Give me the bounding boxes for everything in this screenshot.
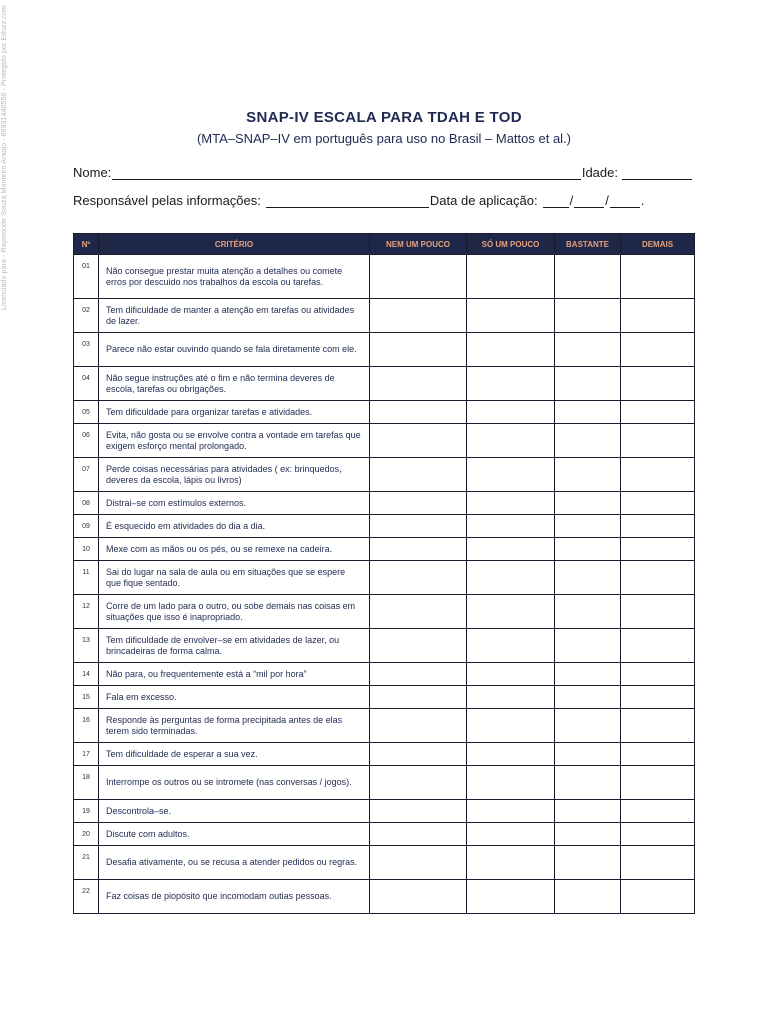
row-number: 20 [74, 823, 99, 846]
rating-cell-not-at-all[interactable] [370, 743, 467, 766]
row-number: 14 [74, 663, 99, 686]
rating-cell-just-a-little[interactable] [467, 663, 555, 686]
rating-cell-not-at-all[interactable] [370, 538, 467, 561]
rating-cell-not-at-all[interactable] [370, 255, 467, 299]
rating-cell-quite-a-bit[interactable] [555, 538, 621, 561]
date-separator-1: / [569, 193, 574, 208]
table-row [74, 458, 695, 492]
rating-cell-very-much[interactable] [621, 766, 695, 800]
rating-cell-not-at-all[interactable] [370, 709, 467, 743]
rating-cell-not-at-all[interactable] [370, 663, 467, 686]
rating-cell-very-much[interactable] [621, 629, 695, 663]
rating-cell-very-much[interactable] [621, 367, 695, 401]
rating-cell-just-a-little[interactable] [467, 492, 555, 515]
rating-cell-just-a-little[interactable] [467, 401, 555, 424]
rating-cell-just-a-little[interactable] [467, 880, 555, 914]
rating-cell-very-much[interactable] [621, 255, 695, 299]
rating-cell-very-much[interactable] [621, 458, 695, 492]
rating-cell-not-at-all[interactable] [370, 299, 467, 333]
date-end: . [640, 193, 645, 208]
rating-cell-not-at-all[interactable] [370, 823, 467, 846]
row-criterion: Discute com adultos. [99, 823, 370, 846]
rating-cell-very-much[interactable] [621, 538, 695, 561]
rating-cell-very-much[interactable] [621, 492, 695, 515]
row-number: 22 [74, 880, 99, 914]
row-criterion: Não segue instruções até o fim e não termina deveres de escola, tarefas ou obrigações. [99, 367, 370, 401]
page-title: SNAP-IV ESCALA PARA TDAH E TOD [246, 109, 522, 126]
row-criterion: Desafia ativamente, ou se recusa a atender pedidos ou regras. [99, 846, 370, 880]
row-criterion: Tem dificuldade para organizar tarefas e atividades. [99, 401, 370, 424]
rating-cell-not-at-all[interactable] [370, 595, 467, 629]
rating-cell-quite-a-bit[interactable] [555, 595, 621, 629]
table-row [74, 629, 695, 663]
rating-cell-very-much[interactable] [621, 299, 695, 333]
rating-cell-quite-a-bit[interactable] [555, 766, 621, 800]
rating-cell-very-much[interactable] [621, 333, 695, 367]
row-number: 15 [74, 686, 99, 709]
date-day-field[interactable] [543, 195, 569, 208]
rating-cell-very-much[interactable] [621, 595, 695, 629]
name-label: Nome: [73, 165, 112, 180]
rating-cell-just-a-little[interactable] [467, 743, 555, 766]
table-header-row [74, 234, 695, 255]
rating-cell-just-a-little[interactable] [467, 255, 555, 299]
header-criterion: CRITÉRIO [99, 234, 370, 255]
rating-cell-very-much[interactable] [621, 424, 695, 458]
rating-cell-not-at-all[interactable] [370, 629, 467, 663]
rating-cell-just-a-little[interactable] [467, 458, 555, 492]
date-separator-2: / [605, 193, 609, 208]
row-criterion: Sai do lugar na sala de aula ou em situações que se espere que fique sentado. [99, 561, 370, 595]
date-month-field[interactable] [574, 195, 604, 208]
rating-cell-quite-a-bit[interactable] [555, 880, 621, 914]
rating-cell-just-a-little[interactable] [467, 846, 555, 880]
rating-cell-just-a-little[interactable] [467, 766, 555, 800]
row-number: 05 [74, 401, 99, 424]
rating-cell-not-at-all[interactable] [370, 766, 467, 800]
row-criterion: Descontrola–se. [99, 800, 370, 823]
table-row [74, 515, 695, 538]
rating-cell-very-much[interactable] [621, 709, 695, 743]
rating-cell-very-much[interactable] [621, 561, 695, 595]
row-criterion: Faz coisas de piopósito que incomodam outias pessoas. [99, 880, 370, 914]
rating-cell-quite-a-bit[interactable] [555, 823, 621, 846]
rating-cell-very-much[interactable] [621, 401, 695, 424]
row-criterion: Fala em excesso. [99, 686, 370, 709]
table-row [74, 299, 695, 333]
license-watermark [0, 5, 12, 310]
rating-cell-quite-a-bit[interactable] [555, 561, 621, 595]
rating-cell-not-at-all[interactable] [370, 515, 467, 538]
row-number: 21 [74, 846, 99, 880]
rating-cell-quite-a-bit[interactable] [555, 515, 621, 538]
rating-cell-not-at-all[interactable] [370, 333, 467, 367]
responsible-date-row [73, 188, 693, 208]
table-row [74, 800, 695, 823]
responsible-field[interactable] [266, 195, 429, 208]
header-very-much: DEMAIS [621, 234, 695, 255]
row-number: 08 [74, 492, 99, 515]
rating-cell-very-much[interactable] [621, 686, 695, 709]
rating-cell-just-a-little[interactable] [467, 299, 555, 333]
row-number: 13 [74, 629, 99, 663]
rating-cell-very-much[interactable] [621, 823, 695, 846]
table-row [74, 561, 695, 595]
table-row [74, 766, 695, 800]
rating-cell-quite-a-bit[interactable] [555, 299, 621, 333]
age-field[interactable] [622, 167, 692, 180]
row-number: 19 [74, 800, 99, 823]
rating-cell-quite-a-bit[interactable] [555, 629, 621, 663]
row-number: 01 [74, 255, 99, 299]
row-criterion: Não consegue prestar muita atenção a detalhes ou comete erros por descuido nos trabalhos da escola ou tarefas. [99, 255, 370, 299]
rating-cell-quite-a-bit[interactable] [555, 424, 621, 458]
rating-cell-quite-a-bit[interactable] [555, 458, 621, 492]
table-row [74, 709, 695, 743]
rating-cell-very-much[interactable] [621, 743, 695, 766]
rating-cell-just-a-little[interactable] [467, 515, 555, 538]
rating-cell-quite-a-bit[interactable] [555, 663, 621, 686]
row-number: 09 [74, 515, 99, 538]
row-number: 07 [74, 458, 99, 492]
rating-cell-quite-a-bit[interactable] [555, 255, 621, 299]
row-number: 10 [74, 538, 99, 561]
rating-cell-just-a-little[interactable] [467, 709, 555, 743]
row-criterion: Responde às perguntas de forma precipitada antes de elas terem sido terminadas. [99, 709, 370, 743]
row-criterion: Mexe com as mãos ou os pés, ou se remexe na cadeira. [99, 538, 370, 561]
table-row [74, 255, 695, 299]
snap-iv-table [73, 233, 695, 914]
date-label: Data de aplicação: [429, 193, 538, 208]
table-row [74, 686, 695, 709]
row-number: 18 [74, 766, 99, 800]
rating-cell-quite-a-bit[interactable] [555, 401, 621, 424]
rating-cell-just-a-little[interactable] [467, 538, 555, 561]
row-number: 12 [74, 595, 99, 629]
row-criterion: Perde coisas necessárias para atividades ( ex: brinquedos, deveres da escola, lápis ou livros) [99, 458, 370, 492]
table-row [74, 846, 695, 880]
page-subtitle: (MTA–SNAP–IV em português para uso no Brasil – Mattos et al.) [196, 131, 572, 146]
table-row [74, 401, 695, 424]
rating-cell-not-at-all[interactable] [370, 401, 467, 424]
row-criterion: Tem dificuldade de esperar a sua vez. [99, 743, 370, 766]
row-number: 06 [74, 424, 99, 458]
rating-cell-just-a-little[interactable] [467, 823, 555, 846]
table-row [74, 492, 695, 515]
row-number: 04 [74, 367, 99, 401]
row-criterion: É esquecido em atividades do dia a dia. [99, 515, 370, 538]
rating-cell-quite-a-bit[interactable] [555, 800, 621, 823]
row-number: 02 [74, 299, 99, 333]
row-number: 11 [74, 561, 99, 595]
rating-cell-very-much[interactable] [621, 846, 695, 880]
rating-cell-not-at-all[interactable] [370, 492, 467, 515]
rating-cell-just-a-little[interactable] [467, 333, 555, 367]
watermark-text: Licenciado para - Raymonde Souza Monteiro Araujo - 89931440550 - Protegido por Eduzz.com [1, 5, 8, 310]
rating-cell-not-at-all[interactable] [370, 800, 467, 823]
table-row [74, 538, 695, 561]
rating-cell-quite-a-bit[interactable] [555, 743, 621, 766]
name-age-row [73, 160, 693, 180]
row-criterion: Tem dificuldade de envolver–se em atividades de lazer, ou brincadeiras de forma calma. [99, 629, 370, 663]
row-criterion: Corre de um lado para o outro, ou sobe demais nas coisas em situações que isso é inapropriado. [99, 595, 370, 629]
rating-cell-quite-a-bit[interactable] [555, 367, 621, 401]
rating-cell-just-a-little[interactable] [467, 561, 555, 595]
rating-cell-not-at-all[interactable] [370, 424, 467, 458]
header-not-at-all: NEM UM POUCO [370, 234, 467, 255]
rating-cell-not-at-all[interactable] [370, 880, 467, 914]
rating-cell-very-much[interactable] [621, 800, 695, 823]
rating-cell-not-at-all[interactable] [370, 458, 467, 492]
table-row [74, 663, 695, 686]
rating-cell-not-at-all[interactable] [370, 367, 467, 401]
rating-cell-not-at-all[interactable] [370, 561, 467, 595]
rating-cell-quite-a-bit[interactable] [555, 492, 621, 515]
row-criterion: Distrai–se com estímulos externos. [99, 492, 370, 515]
table-row [74, 424, 695, 458]
rating-cell-just-a-little[interactable] [467, 686, 555, 709]
table-row [74, 333, 695, 367]
table-row [74, 743, 695, 766]
row-number: 17 [74, 743, 99, 766]
rating-cell-just-a-little[interactable] [467, 424, 555, 458]
rating-cell-just-a-little[interactable] [467, 629, 555, 663]
row-criterion: Tem dificuldade de manter a atenção em tarefas ou atividades de lazer. [99, 299, 370, 333]
header-number: Nº [74, 234, 99, 255]
row-criterion: Parece não estar ouvindo quando se fala diretamente com ele. [99, 333, 370, 367]
rating-cell-very-much[interactable] [621, 880, 695, 914]
row-criterion: Interrompe os outros ou se intromete (nas conversas / jogos). [99, 766, 370, 800]
rating-cell-just-a-little[interactable] [467, 595, 555, 629]
date-year-field[interactable] [610, 195, 640, 208]
table-row [74, 367, 695, 401]
row-number: 03 [74, 333, 99, 367]
rating-cell-just-a-little[interactable] [467, 367, 555, 401]
rating-cell-not-at-all[interactable] [370, 846, 467, 880]
rating-cell-quite-a-bit[interactable] [555, 333, 621, 367]
row-number: 16 [74, 709, 99, 743]
table-row [74, 880, 695, 914]
rating-cell-quite-a-bit[interactable] [555, 846, 621, 880]
header-just-a-little: SÓ UM POUCO [467, 234, 555, 255]
table-row [74, 595, 695, 629]
name-field[interactable] [112, 167, 581, 180]
rating-cell-quite-a-bit[interactable] [555, 709, 621, 743]
rating-cell-very-much[interactable] [621, 663, 695, 686]
header-quite-a-bit: BASTANTE [555, 234, 621, 255]
rating-cell-quite-a-bit[interactable] [555, 686, 621, 709]
rating-cell-just-a-little[interactable] [467, 800, 555, 823]
rating-cell-very-much[interactable] [621, 515, 695, 538]
row-criterion: Evita, não gosta ou se envolve contra a vontade em tarefas que exigem esforço mental prolongado. [99, 424, 370, 458]
rating-cell-not-at-all[interactable] [370, 686, 467, 709]
age-label: Idade: [581, 165, 618, 180]
row-criterion: Não para, ou frequentemente está a “mil por hora” [99, 663, 370, 686]
table-row [74, 823, 695, 846]
responsible-label: Responsável pelas informações: [73, 193, 261, 208]
